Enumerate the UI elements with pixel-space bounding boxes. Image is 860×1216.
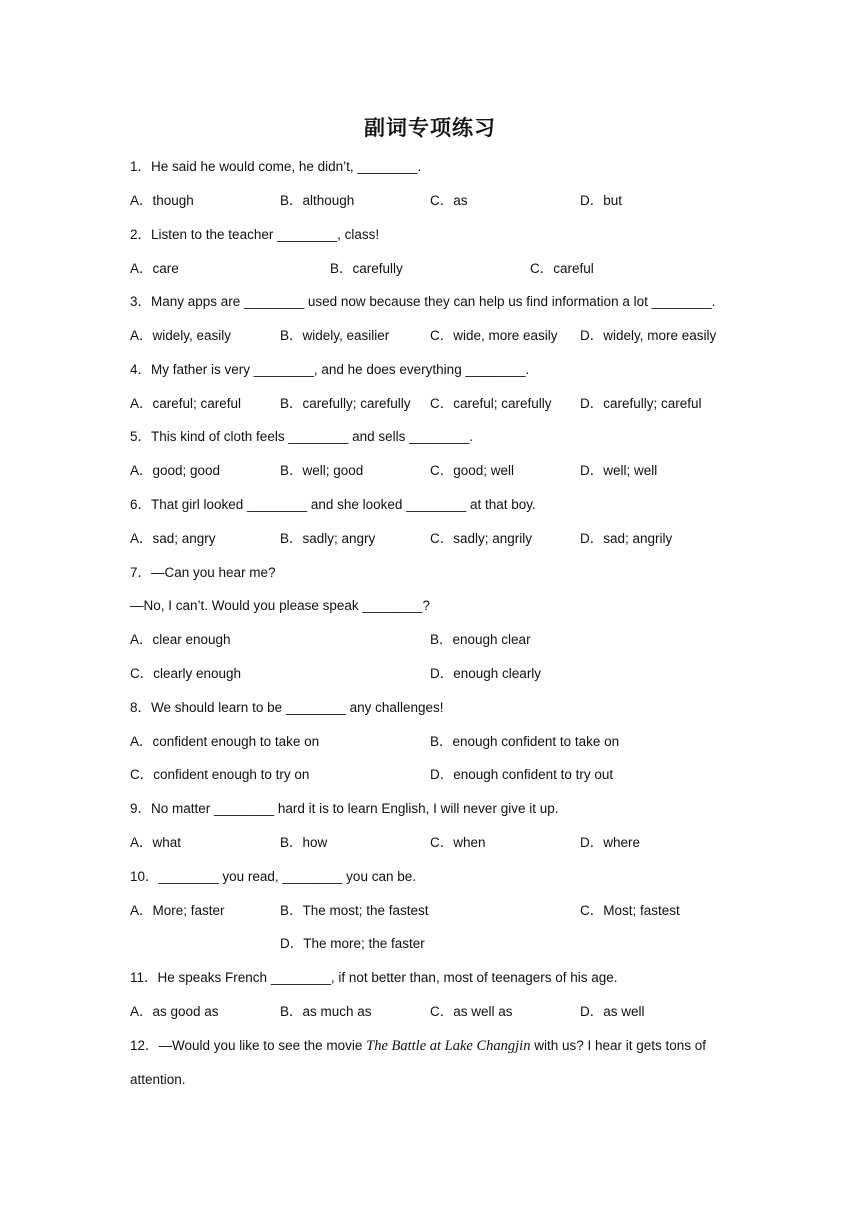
- q2-option-a: A．care: [130, 261, 179, 276]
- question-7: 7．—Can you hear me?: [130, 565, 276, 580]
- question-2: 2．Listen to the teacher ________, class!: [130, 227, 380, 242]
- page-title: 副词专项练习: [364, 115, 496, 140]
- q4-option-b: B．carefully; carefully: [280, 396, 411, 411]
- q1-option-a: A．though: [130, 193, 194, 208]
- question-10: 10．________ you read, ________ you can be.: [130, 869, 416, 884]
- q6-option-c: C．sadly; angrily: [430, 531, 533, 546]
- question-5: 5．This kind of cloth feels ________ and sells ________.: [130, 429, 473, 444]
- question-3: 3．Many apps are ________ used now because they can help us find information a lot ________.: [130, 294, 716, 309]
- q10-option-b: B．The most; the fastest: [280, 903, 429, 918]
- question-4: 4．My father is very ________, and he does everything ________.: [130, 362, 530, 377]
- q10-option-a: A．More; faster: [130, 903, 225, 918]
- q7-option-d: D．enough clearly: [430, 666, 542, 681]
- q3-option-d: D．widely, more easily: [580, 328, 717, 343]
- q6-option-a: A．sad; angry: [130, 531, 216, 546]
- q12-stem-suffix: with us? I hear it gets tons of: [530, 1038, 707, 1053]
- q9-option-c: C．when: [430, 835, 486, 850]
- q3-option-b: B．widely, easilier: [280, 328, 390, 343]
- q5-option-a: A．good; good: [130, 463, 221, 478]
- q11-option-a: A．as good as: [130, 1004, 219, 1019]
- question-8: 8．We should learn to be ________ any challenges!: [130, 700, 444, 715]
- q11-option-c: C．as well as: [430, 1004, 513, 1019]
- q7-option-c: C．clearly enough: [130, 666, 242, 681]
- q8-option-d: D．enough confident to try out: [430, 767, 614, 782]
- q8-option-a: A．confident enough to take on: [130, 734, 320, 749]
- q9-option-b: B．how: [280, 835, 328, 850]
- question-7-reply: —No, I can’t. Would you please speak ________?: [130, 598, 430, 613]
- q11-option-d: D．as well: [580, 1004, 645, 1019]
- q1-option-d: D．but: [580, 193, 623, 208]
- q12-stem-prefix: 12．—Would you like to see the movie: [130, 1038, 367, 1053]
- q5-option-b: B．well; good: [280, 463, 364, 478]
- q1-option-b: B．although: [280, 193, 355, 208]
- question-9: 9．No matter ________ hard it is to learn English, I will never give it up.: [130, 801, 559, 816]
- q4-option-c: C．careful; carefully: [430, 396, 552, 411]
- q5-option-d: D．well; well: [580, 463, 658, 478]
- q7-option-b: B．enough clear: [430, 632, 531, 647]
- question-12: [130, 1036, 706, 1056]
- q3-option-a: A．widely, easily: [130, 328, 232, 343]
- question-12-continuation: attention.: [130, 1072, 186, 1087]
- q4-option-d: D．carefully; careful: [580, 396, 702, 411]
- q10-option-c: C．Most; fastest: [580, 903, 680, 918]
- q11-option-b: B．as much as: [280, 1004, 372, 1019]
- q9-option-a: A．what: [130, 835, 182, 850]
- q10-option-d: D．The more; the faster: [280, 936, 425, 951]
- q7-option-a: A．clear enough: [130, 632, 231, 647]
- question-6: 6．That girl looked ________ and she looked ________ at that boy.: [130, 497, 536, 512]
- q1-option-c: C．as: [430, 193, 468, 208]
- q5-option-c: C．good; well: [430, 463, 515, 478]
- q8-option-c: C．confident enough to try on: [130, 767, 310, 782]
- question-1: 1．He said he would come, he didn’t, ________.: [130, 159, 422, 174]
- q6-option-d: D．sad; angrily: [580, 531, 673, 546]
- q8-option-b: B．enough confident to take on: [430, 734, 620, 749]
- q2-option-c: C．careful: [530, 261, 594, 276]
- q3-option-c: C．wide, more easily: [430, 328, 558, 343]
- q9-option-d: D．where: [580, 835, 641, 850]
- q2-option-b: B．carefully: [330, 261, 403, 276]
- q6-option-b: B．sadly; angry: [280, 531, 376, 546]
- question-11: 11．He speaks French ________, if not better than, most of teenagers of his age.: [130, 970, 618, 985]
- q12-movie-title: The Battle at Lake Changjin: [366, 1038, 531, 1054]
- q4-option-a: A．careful; careful: [130, 396, 242, 411]
